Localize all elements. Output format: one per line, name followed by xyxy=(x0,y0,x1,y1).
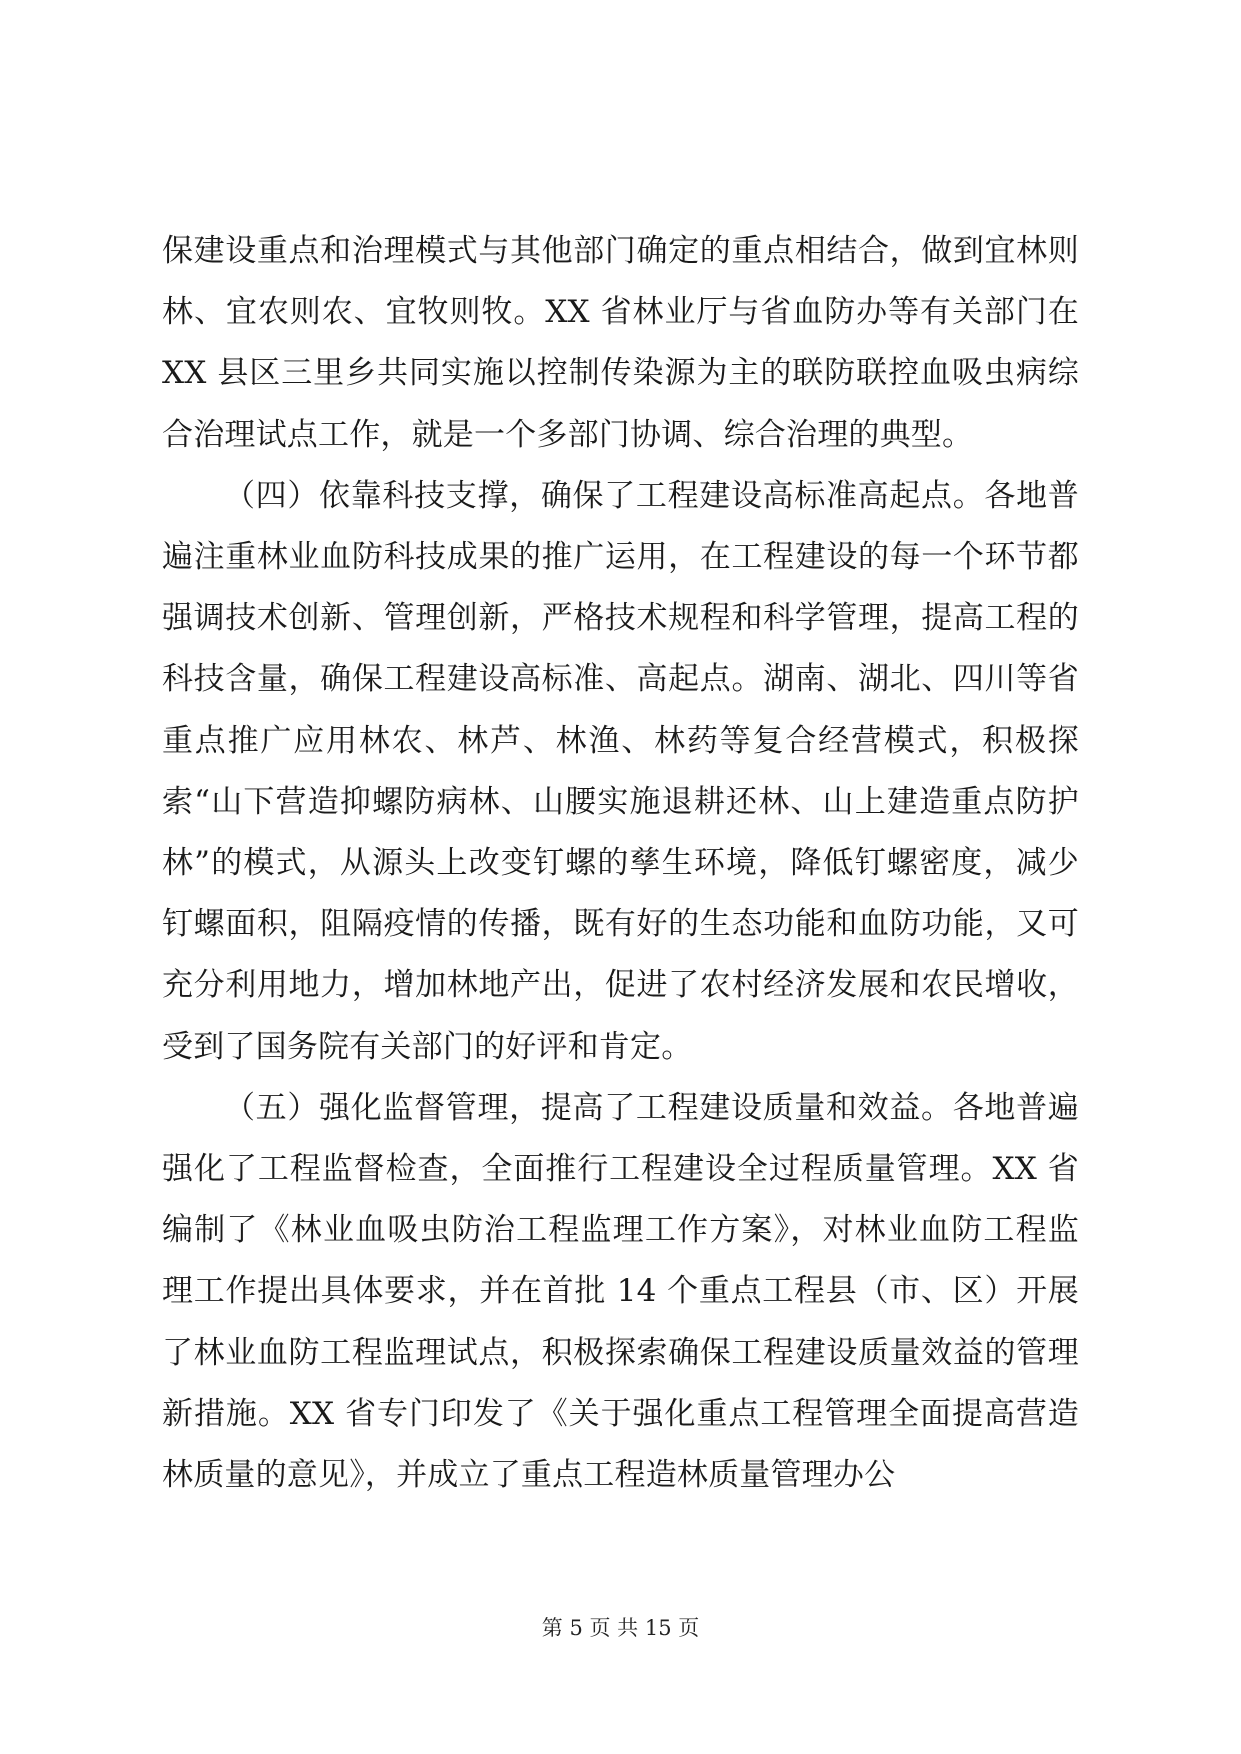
paragraph-continuation: 保建设重点和治理模式与其他部门确定的重点相结合，做到宜林则林、宜农则农、宜牧则牧。XX 省林业厅与省血防办等有关部门在 XX 县区三里乡共同实施以控制传染源为主的联防联控血吸虫病综合治理试点工作，就是一个多部门协调、综合治理的典型。 xyxy=(162,233,1079,453)
paragraph-section-five: （五）强化监督管理，提高了工程建设质量和效益。各地普遍强化了工程监督检查，全面推行工程建设全过程质量管理。XX 省编制了《林业血吸虫防治工程监理工作方案》，对林业血防工程监理工作提出具体要求，并在首批 14 个重点工程县（市、区）开展了林业血防工程监理试点，积极探索确保工程建设质量效益的管理新措施。XX 省专门印发了《关于强化重点工程管理全面提高营造林质量的意见》，并成立了重点工程造林质量管理办公 xyxy=(162,1089,1079,1494)
page-number-footer: 第 5 页 共 15 页 xyxy=(541,1616,700,1640)
paragraph-section-four: （四）依靠科技支撑，确保了工程建设高标准高起点。各地普遍注重林业血防科技成果的推广运用，在工程建设的每一个环节都强调技术创新、管理创新，严格技术规程和科学管理，提高工程的科技含量，确保工程建设高标准、高起点。湖南、湖北、四川等省重点推广应用林农、林芦、林渔、林药等复合经营模式，积极探索“山下营造抑螺防病林、山腰实施退耕还林、山上建造重点防护林”的模式，从源头上改变钉螺的孳生环境，降低钉螺密度，减少钉螺面积，阻隔疫情的传播，既有好的生态功能和血防功能，又可充分利用地力，增加林地产出，促进了农村经济发展和农民增收，受到了国务院有关部门的好评和肯定。 xyxy=(162,477,1079,1065)
document-body xyxy=(162,221,1079,1506)
